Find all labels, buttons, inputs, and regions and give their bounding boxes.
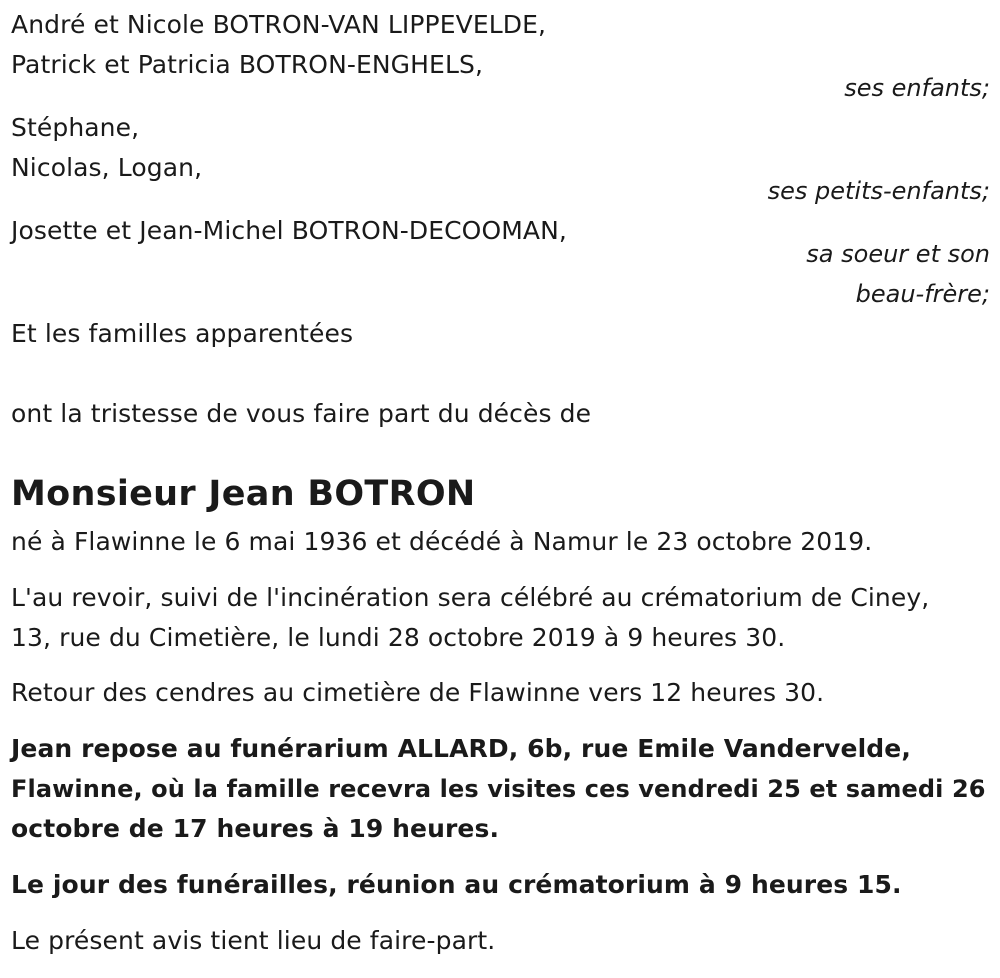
children-line-2: Patrick et Patricia BOTRON-ENGHELS,: [11, 50, 483, 79]
sister-role-line-1: sa soeur et son: [806, 240, 990, 268]
grandchildren-role: ses petits-enfants;: [767, 177, 990, 205]
children-line-1: André et Nicole BOTRON-VAN LIPPEVELDE,: [11, 10, 547, 39]
funeral-day-meeting: Le jour des funérailles, réunion au crématorium à 9 heures 15.: [11, 870, 902, 899]
sister-role-line-2: beau-frère;: [855, 280, 990, 308]
sister-line: Josette et Jean-Michel BOTRON-DECOOMAN,: [11, 216, 567, 245]
visitation-line-3: octobre de 17 heures à 19 heures.: [11, 814, 500, 843]
announcement-intro: ont la tristesse de vous faire part du décès de: [11, 399, 592, 428]
deceased-name: Monsieur Jean BOTRON: [11, 474, 476, 514]
birth-death-line: né à Flawinne le 6 mai 1936 et décédé à Namur le 23 octobre 2019.: [11, 527, 873, 556]
closing-note: Le présent avis tient lieu de faire-part.: [11, 926, 496, 955]
ashes-return: Retour des cendres au cimetière de Flawinne vers 12 heures 30.: [11, 678, 825, 707]
visitation-line-1: Jean repose au funérarium ALLARD, 6b, rue Emile Vandervelde,: [11, 734, 911, 763]
grandchildren-line-2: Nicolas, Logan,: [11, 153, 203, 182]
visitation-line-2: Flawinne, où la famille recevra les visites ces vendredi 25 et samedi 26: [11, 775, 986, 803]
related-families: Et les familles apparentées: [11, 319, 354, 348]
ceremony-line-1: L'au revoir, suivi de l'incinération sera célébré au crématorium de Ciney,: [11, 583, 930, 612]
grandchildren-line-1: Stéphane,: [11, 113, 140, 142]
ceremony-line-2: 13, rue du Cimetière, le lundi 28 octobre 2019 à 9 heures 30.: [11, 623, 786, 652]
children-role: ses enfants;: [844, 74, 990, 102]
